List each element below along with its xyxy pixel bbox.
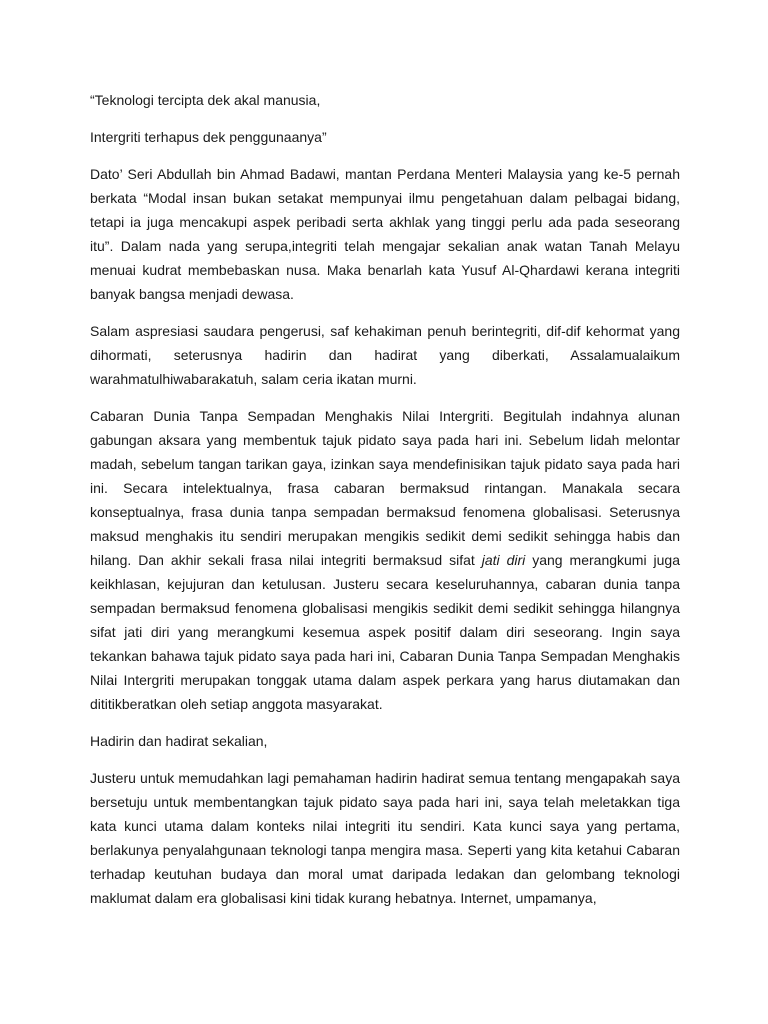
paragraph-3-text-a: Cabaran Dunia Tanpa Sempadan Menghakis Nilai Intergriti. Begitulah indahnya alunan gabungan aksara yang membentuk tajuk pidato saya pada hari ini. Sebelum lidah melontar madah, sebelum tangan tarikan gaya, izinkan saya mendefinisikan tajuk pidato saya pada hari ini. Secara intelektualnya, frasa cabaran bermaksud rintangan. Manakala secara konseptualnya, frasa dunia tanpa sempadan bermaksud fenomena globalisasi. Seterusnya maksud menghakis itu sendiri merupakan mengikis sedikit demi sedikit sehingga habis dan hilang. Dan akhir sekali frasa nilai integriti bermaksud sifat bbox=[90, 408, 680, 568]
italic-term: jati diri bbox=[481, 552, 526, 568]
paragraph-3-text-b: yang merangkumi juga keikhlasan, kejujuran dan ketulusan. Justeru secara keseluruhannya, cabaran dunia tanpa sempadan bermaksud fenomena globalisasi mengikis sedikit demi sedikit sehingga hilangnya sifat jati diri yang merangkumi kesemua aspek positif dalam diri seseorang. Ingin saya tekankan bahawa tajuk pidato saya pada hari ini, Cabaran Dunia Tanpa Sempadan Menghakis Nilai Intergriti merupakan tonggak utama dalam aspek perkara yang harus diutamakan dan dititikberatkan oleh setiap anggota masyarakat. bbox=[90, 552, 680, 712]
paragraph-4: Hadirin dan hadirat sekalian, bbox=[90, 733, 268, 749]
quote-line-1: “Teknologi tercipta dek akal manusia, bbox=[90, 92, 321, 108]
paragraph-1: Dato’ Seri Abdullah bin Ahmad Badawi, mantan Perdana Menteri Malaysia yang ke-5 pernah berkata “Modal insan bukan setakat mempunyai ilmu pengetahuan dalam pelbagai bidang, tetapi ia juga mencakupi aspek peribadi serta akhlak yang tinggi perlu ada pada seseorang itu”. Dalam nada yang serupa,integriti telah mengajar sekalian anak watan Tanah Melayu menuai kudrat membebaskan nusa. Maka benarlah kata Yusuf Al-Qhardawi kerana integriti banyak bangsa menjadi dewasa. bbox=[90, 166, 680, 302]
paragraph-5: Justeru untuk memudahkan lagi pemahaman hadirin hadirat semua tentang mengapakah saya bersetuju untuk membentangkan tajuk pidato saya pada hari ini, saya telah meletakkan tiga kata kunci utama dalam konteks nilai integriti itu sendiri. Kata kunci saya yang pertama, berlakunya penyalahgunaan teknologi tanpa mengira masa. Seperti yang kita ketahui Cabaran terhadap keutuhan budaya dan moral umat daripada ledakan dan gelombang teknologi maklumat dalam era globalisasi kini tidak kurang hebatnya. Internet, umpamanya, bbox=[90, 770, 680, 906]
quote-line-2: Intergriti terhapus dek penggunaanya” bbox=[90, 129, 327, 145]
paragraph-2: Salam aspresiasi saudara pengerusi, saf kehakiman penuh berintegriti, dif-dif kehormat yang dihormati, seterusnya hadirin dan hadirat yang diberkati, Assalamualaikum warahmatulhiwabarakatuh, salam ceria ikatan murni. bbox=[90, 323, 680, 387]
paragraph-3 bbox=[90, 404, 680, 716]
